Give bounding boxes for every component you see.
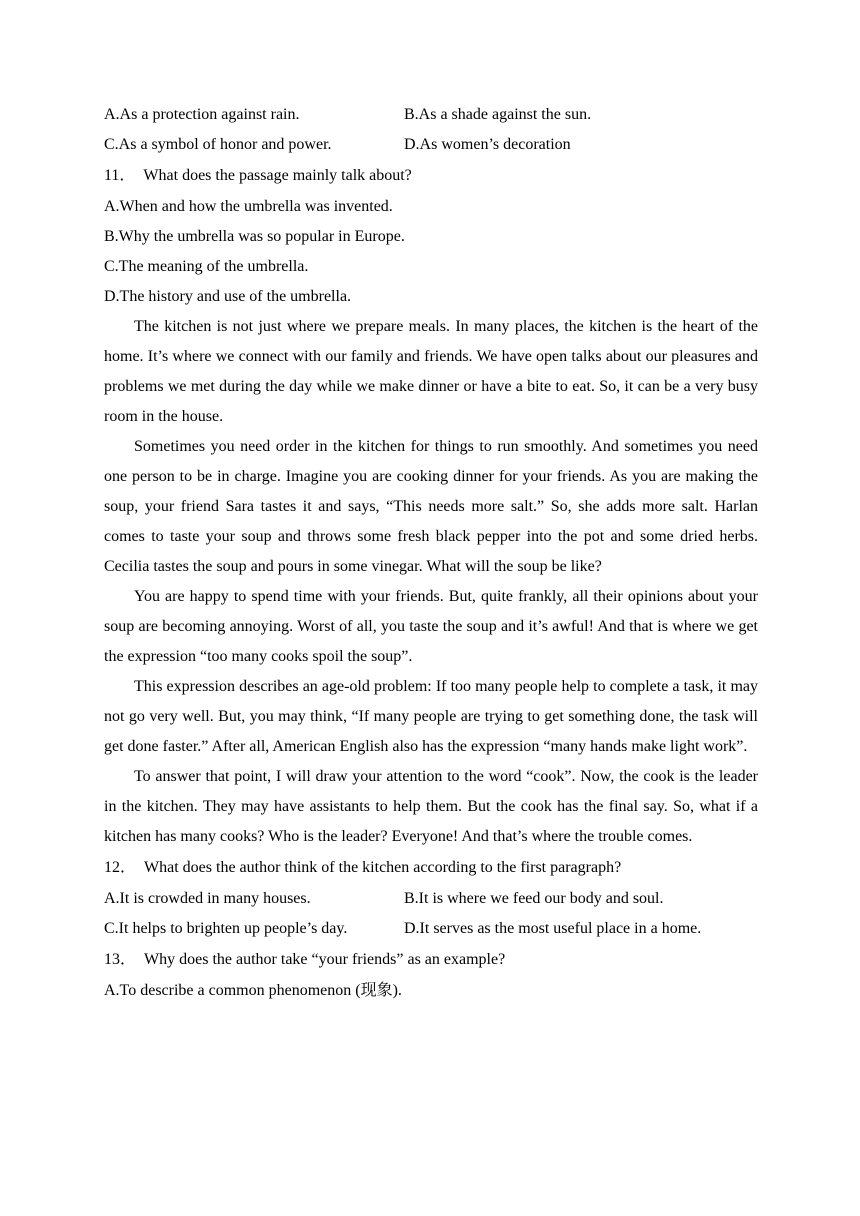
q11-question — [104, 160, 758, 192]
passage-paragraph-3: You are happy to spend time with your friends. But, quite frankly, all their opinions about your soup are becoming annoying. Worst of all, you taste the soup and it’s awful! And that is where we get the expression “too many cooks spoil the soup”. — [104, 588, 758, 665]
q12-options-row-1 — [104, 884, 758, 914]
q12-text: What does the author think of the kitchen according to the first paragraph? — [144, 859, 622, 876]
passage-paragraph-4: This expression describes an age-old problem: If too many people help to complete a task, it may not go very well. But, you may think, “If many people are trying to get something done, the task will get done faster.” After all, American English also has the expression “many hands make light work”. — [104, 678, 758, 755]
q12-option-d: D.It serves as the most useful place in a home. — [404, 920, 702, 937]
q11-option-d: D.The history and use of the umbrella. — [104, 288, 352, 305]
q11-number: 11． — [104, 167, 136, 184]
q12-option-a: A.It is crowded in many houses. — [104, 890, 311, 907]
q12-option-b: B.It is where we feed our body and soul. — [404, 890, 664, 907]
document-page — [104, 100, 758, 1006]
q11-option-a: A.When and how the umbrella was invented. — [104, 198, 393, 215]
q13-text: Why does the author take “your friends” as an example? — [144, 951, 506, 968]
q12-option-c: C.It helps to brighten up people’s day. — [104, 920, 348, 937]
q10-options-row-2 — [104, 130, 758, 160]
q10-option-a: A.As a protection against rain. — [104, 106, 300, 123]
q10-option-b: B.As a shade against the sun. — [404, 106, 592, 123]
q12-question — [104, 852, 758, 884]
q12-options-row-2 — [104, 914, 758, 944]
q10-option-d: D.As women’s decoration — [404, 136, 571, 153]
q10-options-row-1 — [104, 100, 758, 130]
q11-option-b: B.Why the umbrella was so popular in Europe. — [104, 228, 405, 245]
q13-number: 13． — [104, 951, 137, 968]
q10-option-c: C.As a symbol of honor and power. — [104, 136, 332, 153]
q11-text: What does the passage mainly talk about? — [143, 167, 412, 184]
q13-option-a: A.To describe a common phenomenon (现象). — [104, 982, 402, 999]
q12-number: 12． — [104, 859, 137, 876]
q11-option-c: C.The meaning of the umbrella. — [104, 258, 309, 275]
passage-paragraph-5: To answer that point, I will draw your attention to the word “cook”. Now, the cook is the leader in the kitchen. They may have assistants to help them. But the cook has the final say. So, what if a kitchen has many cooks? Who is the leader? Everyone! And that’s where the trouble comes. — [104, 768, 758, 845]
q13-question — [104, 944, 758, 976]
passage-paragraph-2: Sometimes you need order in the kitchen for things to run smoothly. And sometimes you need one person to be in charge. Imagine you are cooking dinner for your friends. As you are making the soup, your friend Sara tastes it and says, “This needs more salt.” So, she adds more salt. Harlan comes to taste your soup and throws some fresh black pepper into the pot and some dried herbs. Cecilia tastes the soup and pours in some vinegar. What will the soup be like? — [104, 438, 758, 575]
passage-paragraph-1: The kitchen is not just where we prepare meals. In many places, the kitchen is the heart of the home. It’s where we connect with our family and friends. We have open talks about our pleasures and problems we met during the day while we make dinner or have a bite to eat. So, it can be a very busy room in the house. — [104, 318, 758, 425]
